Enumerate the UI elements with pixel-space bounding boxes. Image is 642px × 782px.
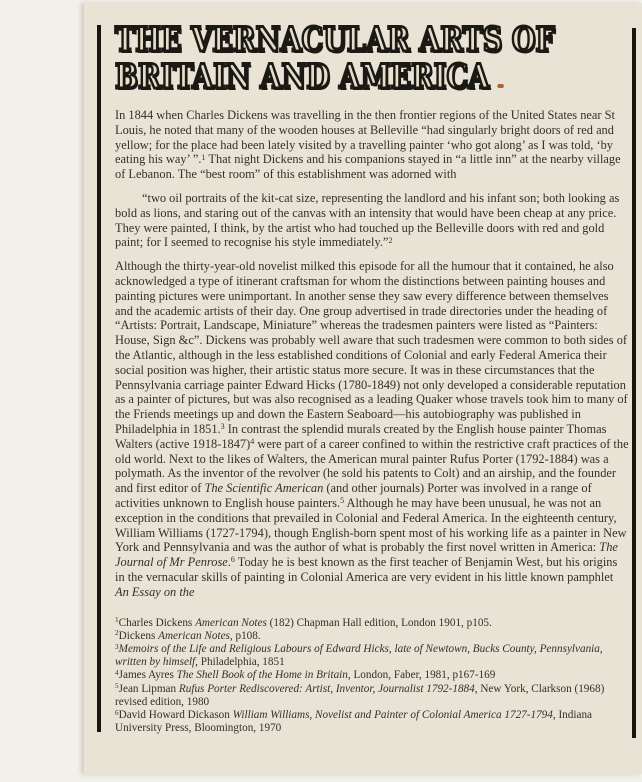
footnote-1: $^1$Charles Dickens American Notes (182) Chapman Hall edition, London 1901, p105. <box>115 616 492 629</box>
page-title <box>115 22 629 96</box>
paragraph-intro: In 1844 when Charles Dickens was travelling in the then frontier regions of the United States near St Louis, he noted that many of the wooden houses at Belleville “had singularly bright doors of red and yellow; for the place had been lately visited by a travelling painter ‘who got along’ as I was told, ‘by eating his way’ ”.$^1$ That night Dickens and his companions stayed in “a little inn” at the nearby village of Lebanon. The “best room” of this establishment was adorned with <box>115 108 621 182</box>
right-vertical-rule <box>632 28 636 738</box>
red-ink-mark <box>497 84 503 88</box>
book-page <box>84 3 642 774</box>
paragraph-blockquote: “two oil portraits of the kit-cat size, representing the landlord and his infant son; both looking as bold as lions, and staring out of the canvas with an intensity that would have been cheap at any price. They were painted, I think, by the artist who had touched up the Belleville doors with red and gold paint; for I seemed to recognise his style immediately.”$^2$ <box>115 190 620 250</box>
title-line-1: THE VERNACULAR ARTS OF <box>115 20 555 60</box>
footnote-4: $^4$James Ayres The Shell Book of the Home in Britain, London, Faber, 1981, p167-169 <box>115 669 496 682</box>
paragraph-main: Although the thirty-year-old novelist milked this episode for all the humour that it contained, he also acknowledged a type of itinerant craftsman for whom the distinctions between painting houses and painting pictures were unimportant. In another sense they saw every difference between themselves and the academic artists of their day. One group advertised in trade directories under the heading of “Artists: Portrait, Landscape, Miniature” whereas the tradesmen painters were listed as “Painters: House, Sign &c”. Dickens was probably well aware that such tradesmen were common to both sides of the Atlantic, although in the less established conditions of Colonial and early Federal America their social position was higher, their artistic status more secure. It was in these circumstances that the Pennsylvania carriage painter Edward Hicks (1780-1849) not only developed a considerable reputation as a painter of pictures, but was also recognised as a leading Quaker whose travels took him to many of the Friends meetings up and down the Eastern Seaboard—his autobiography was published in Philadelphia in 1851.$^3$ In contrast the splendid murals created by the English house painter Thomas Walters (active 1918-1847)$^4$ were part of a career confined to within the restrictive craft practices of the old world. Next to the likes of Walters, the American mural painter Rufus Porter (1792-1884) was a polymath. As the inventor of the revolver (he sold his patents to Colt) and an airship, and the founder and first editor of The Scientific American (and other journals) Porter was involved in a range of activities unknown to English house painters.$^5$ Although he may have been unusual, he was not an exception in the conditions that prevailed in Colonial and Federal America. In the eighteenth century, William Williams (1727-1794), though English-born spent most of his working life as a painter in New York and Pennsylvania and was the author of what is probably the first novel written in America: The Journal of Mr Penrose.$^6$ Today he is best known as the first teacher of Benjamin West, but his origins in the vernacular skills of painting in Colonial America are very evident in his little known pamphlet An Essay on the <box>115 259 629 599</box>
footnote-2: $^2$Dickens American Notes, p108. <box>115 629 261 642</box>
footnote-5: $^5$Jean Lipman Rufus Porter Rediscovered: Artist, Inventor, Journalist 1792-1884, New York, Clarkson (1968) revised edition, 1980 <box>115 682 605 708</box>
footnote-3: $^3$Memoirs of the Life and Religious Labours of Edward Hicks, late of Newtown, Bucks County, Pennsylvania, written by himself, Philadelphia, 1851 <box>115 642 603 669</box>
left-vertical-rule <box>97 25 101 732</box>
footnotes-section <box>115 617 629 736</box>
title-line-2: BRITAIN AND AMERICA <box>115 59 504 96</box>
page-content <box>115 22 629 735</box>
footnote-6: $^6$David Howard Dickason William Williams, Novelist and Painter of Colonial America 1727-1794, Indiana University Press, Bloomington, 1970 <box>115 708 592 735</box>
